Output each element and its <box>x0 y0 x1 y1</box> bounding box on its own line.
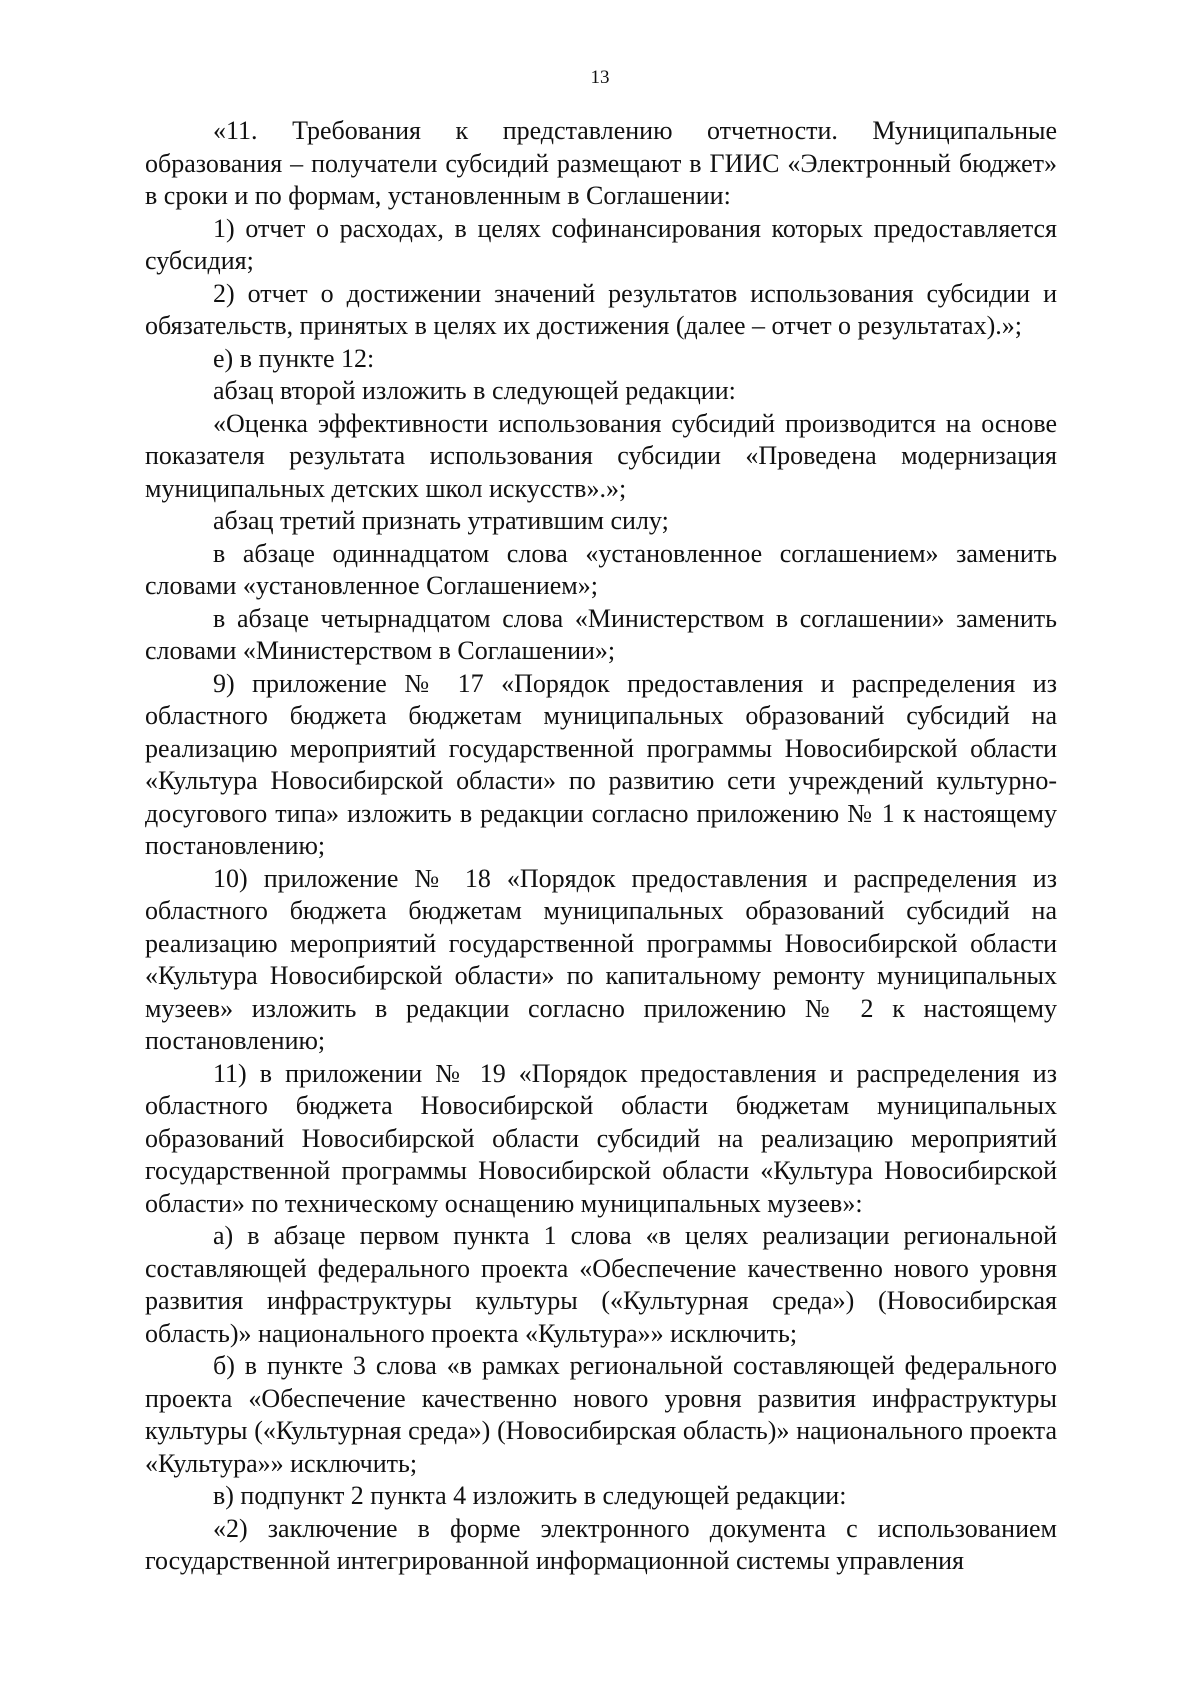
paragraph: 11) в приложении № 19 «Порядок предоставления и распределения из областного бюджета Новосибирской области бюджетам муниципальных образований Новосибирской области субсидий на реализацию мероприятий государственной программы Новосибирской области «Культура Новосибирской области» по техническому оснащению муниципальных музеев»: <box>145 1058 1057 1218</box>
paragraph: «2) заключение в форме электронного документа с использованием государственной интегрированной информационной системы управления <box>145 1513 1057 1575</box>
paragraph: е) в пункте 12: <box>213 343 375 373</box>
paragraph: абзац второй изложить в следующей редакции: <box>213 376 736 405</box>
page-number: 13 <box>590 67 610 88</box>
paragraph: в) подпункт 2 пункта 4 изложить в следующей редакции: <box>213 1481 847 1510</box>
paragraph: 1) отчет о расходах, в целях софинансирования которых предоставляется субсидия; <box>145 213 1057 275</box>
paragraph: а) в абзаце первом пункта 1 слова «в целях реализации региональной составляющей федерального проекта «Обеспечение качественно нового уровня развития инфраструктуры культуры («Культурная среда») (Новосибирская область)» национального проекта «Культура»» исключить; <box>145 1221 1057 1348</box>
paragraph: «Оценка эффективности использования субсидий производится на основе показателя результата использования субсидии «Проведена модернизация муниципальных детских школ искусств».»; <box>145 408 1057 503</box>
paragraph: б) в пункте 3 слова «в рамках региональной составляющей федерального проекта «Обеспечение качественно нового уровня развития инфраструктуры культуры («Культурная среда») (Новосибирская область)» национального проекта «Культура»» исключить; <box>145 1351 1057 1478</box>
paragraph: в абзаце одиннадцатом слова «установленное соглашением» заменить словами «установленное Соглашением»; <box>145 538 1057 600</box>
paragraph: 2) отчет о достижении значений результатов использования субсидии и обязательств, принятых в целях их достижения (далее – отчет о результатах).»; <box>145 278 1057 340</box>
paragraph: «11. Требования к представлению отчетности. Муниципальные образования – получатели субсидий размещают в ГИИС «Электронный бюджет» в сроки и по формам, установленным в Соглашении: <box>145 116 1057 210</box>
paragraph: в абзаце четырнадцатом слова «Министерством в соглашении» заменить словами «Министерством в Соглашении»; <box>145 603 1057 665</box>
paragraph: абзац третий признать утратившим силу; <box>213 506 669 535</box>
document-body <box>145 115 1057 1578</box>
paragraph: 10) приложение № 18 «Порядок предоставления и распределения из областного бюджета бюджетам муниципальных образований субсидий на реализацию мероприятий государственной программы Новосибирской области «Культура Новосибирской области» по капитальному ремонту муниципальных музеев» изложить в редакции согласно приложению № 2 к настоящему постановлению; <box>145 863 1057 1055</box>
paragraph: 9) приложение № 17 «Порядок предоставления и распределения из областного бюджета бюджетам муниципальных образований субсидий на реализацию мероприятий государственной программы Новосибирской области «Культура Новосибирской области» по развитию сети учреждений культурно-досугового типа» изложить в редакции согласно приложению № 1 к настоящему постановлению; <box>145 668 1057 860</box>
